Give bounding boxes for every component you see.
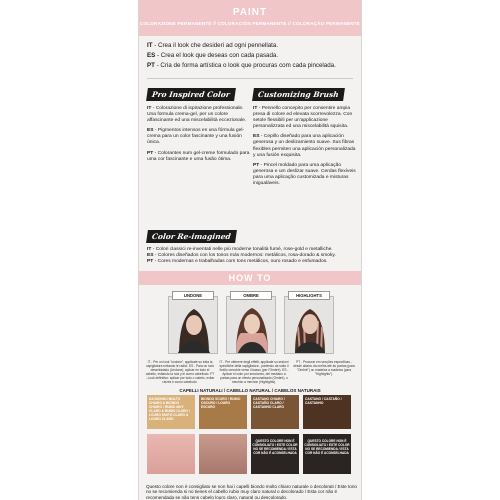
step-undone: IT - Per un look "undone", applicate su tutta la capigliatura evitando le radici. ES - Para un look desenfadado (Undone), aplicar en todo el cabello, evitando la raíz y el cuero cabelludo. PT - Look definitivo: aplicar por todo o cabelo, evitar raízes e couro cabeludo. xyxy=(145,360,215,385)
color-reimagined-it: IT - Colori classici re-inventati nelle più moderne tonalità fumé, rose-gold e metalliche. xyxy=(147,247,333,252)
photo-highlights xyxy=(284,296,334,354)
divider xyxy=(147,78,353,79)
color-reimagined-section xyxy=(147,226,355,265)
product-panel xyxy=(138,0,362,500)
swatch-natural-2: BIONDO SCURO / RUBIO OSCURO / LOURO ESCURO xyxy=(199,395,247,429)
intro-line-it: IT - Crea il look che desideri ad ogni pennellata. xyxy=(147,42,279,49)
customizing-brush-title: Customizing Brush xyxy=(252,88,345,101)
intro-line-pt: PT - Cria de forma artística o look que procuras com cada pincelada. xyxy=(147,62,336,69)
photo-label-highlights: HIGHLIGHTS xyxy=(288,291,330,300)
swatch-natural-4: CASTANO / CASTAÑO / CASTANHO xyxy=(303,395,351,429)
photo-label-undone: UNDONE xyxy=(172,291,214,300)
product-subtitle: COLORAZIONE PERMANENTE // COLORACIÓN PERMANENTE // COLORAÇÃO PERMANENTE xyxy=(139,21,361,26)
footer-note: Questo colore non è consigliato se non hai i capelli biondo molto chiaro naturale o decolorati / Este tono no se recomienda si no tienes el cabello rubio muy claro natural o decolorado / Esta cor não é recomendada se não tens cabelo louro claro, natural ou descolorado. xyxy=(146,484,357,500)
swatch-natural-1: DA BIONDO MOLTO CHIARO A BIONDO CHIARO / RUBIO MUY CLARO A RUBIO CLARO / LOURO MUITO CLARO A LOURO CLARO xyxy=(147,395,195,429)
pro-inspired-section xyxy=(147,84,250,163)
swatch-natural-3: CASTANO CHIARO / CASTAÑO CLARO / CASTANHO CLARO xyxy=(251,395,299,429)
swatch-result-4: QUESTO COLORE NON È CONSIGLIATO / ESTE COLOR NO SE RECOMIENDA / ESTA COR NÃO É ACONSELHADA xyxy=(303,434,351,474)
pro-inspired-it: IT - Colorazione di ispirazione professionale. Una formula crema-gel, per un colore affascinante ed una miscelabilità eccezionale. xyxy=(147,106,247,124)
photo-label-ombre: OMBRE xyxy=(230,291,272,300)
intro-line-es: ES - Crea el look que deseas con cada pasada. xyxy=(147,52,279,59)
pro-inspired-title: Pro Inspired Color xyxy=(146,88,236,101)
howto-title: HOW TO xyxy=(139,271,361,285)
intro-block xyxy=(147,41,357,71)
photo-undone xyxy=(168,296,218,354)
pro-inspired-es: ES - Pigmentos intensos en una fórmula gel-crema para un color fascinante y una fusión única. xyxy=(147,128,245,146)
swatch-header: CAPELLI NATURALI / CABELLO NATURAL / CABELOS NATURAIS xyxy=(179,388,321,393)
swatch-result-1 xyxy=(147,434,195,474)
customizing-brush-it: IT - Pennello concepito per consentire ampia presa di colore ed elevata scorrevolezza. Con setole flessibili per un'applicazione personalizzata ed una miscelabilità squisita. xyxy=(253,106,353,130)
customizing-brush-section xyxy=(253,84,356,187)
swatch-result-3: QUESTO COLORE NON È CONSIGLIATO / ESTE COLOR NO SE RECOMIENDA / ESTA COR NÃO É ACONSELHADA xyxy=(251,434,299,474)
header-band xyxy=(139,0,361,36)
color-reimagined-title: Color Re-imagined xyxy=(146,230,237,243)
customizing-brush-es: ES - Cepillo diseñado para una aplicación generosa y un deslizamiento suave. Sus fibras flexibles permiten una aplicación personalizada y una fusión exquisita. xyxy=(253,134,356,158)
color-reimagined-pt: PT - Cores modernas e trabalhadas com tons metálicos, ouro rosado e esfumados. xyxy=(147,259,328,265)
color-reimagined-es: ES - Colores diseñados con los tonos más modernos: metálicos, rosa-dorado & smoky. xyxy=(147,253,336,259)
step-highlights: PT - Procurar em secções específicas - desde abaixo da orelha até às pontas (para "Ombré") ou madeixa a madeixa (para "Highlights"). xyxy=(293,360,355,377)
step-ombre: IT - Per ottenere degli effetti, applicate su sezioni specifiche della capigliatura - partendo da sotto il livello orecchie verso il basso (per l'Ombré). ES - Aplicar el color por secciones, del mediano a puntas para un efecto personalizado (Ombré), o mechón a mechón (Highlights). xyxy=(219,360,289,385)
pro-inspired-pt: PT - Colorantes num gel-creme formulado para uma cor fascinante e uma fusão ótima. xyxy=(147,150,250,162)
photo-ombre xyxy=(226,296,276,354)
customizing-brush-pt: PT - Pincel moldado para uma aplicação generosa e um deslizar suave. Cerdas flexíveis para uma aplicação customizada e misturas inigualáveis. xyxy=(253,162,356,187)
product-title: PAINT xyxy=(232,7,268,18)
swatch-result-2 xyxy=(199,434,247,474)
